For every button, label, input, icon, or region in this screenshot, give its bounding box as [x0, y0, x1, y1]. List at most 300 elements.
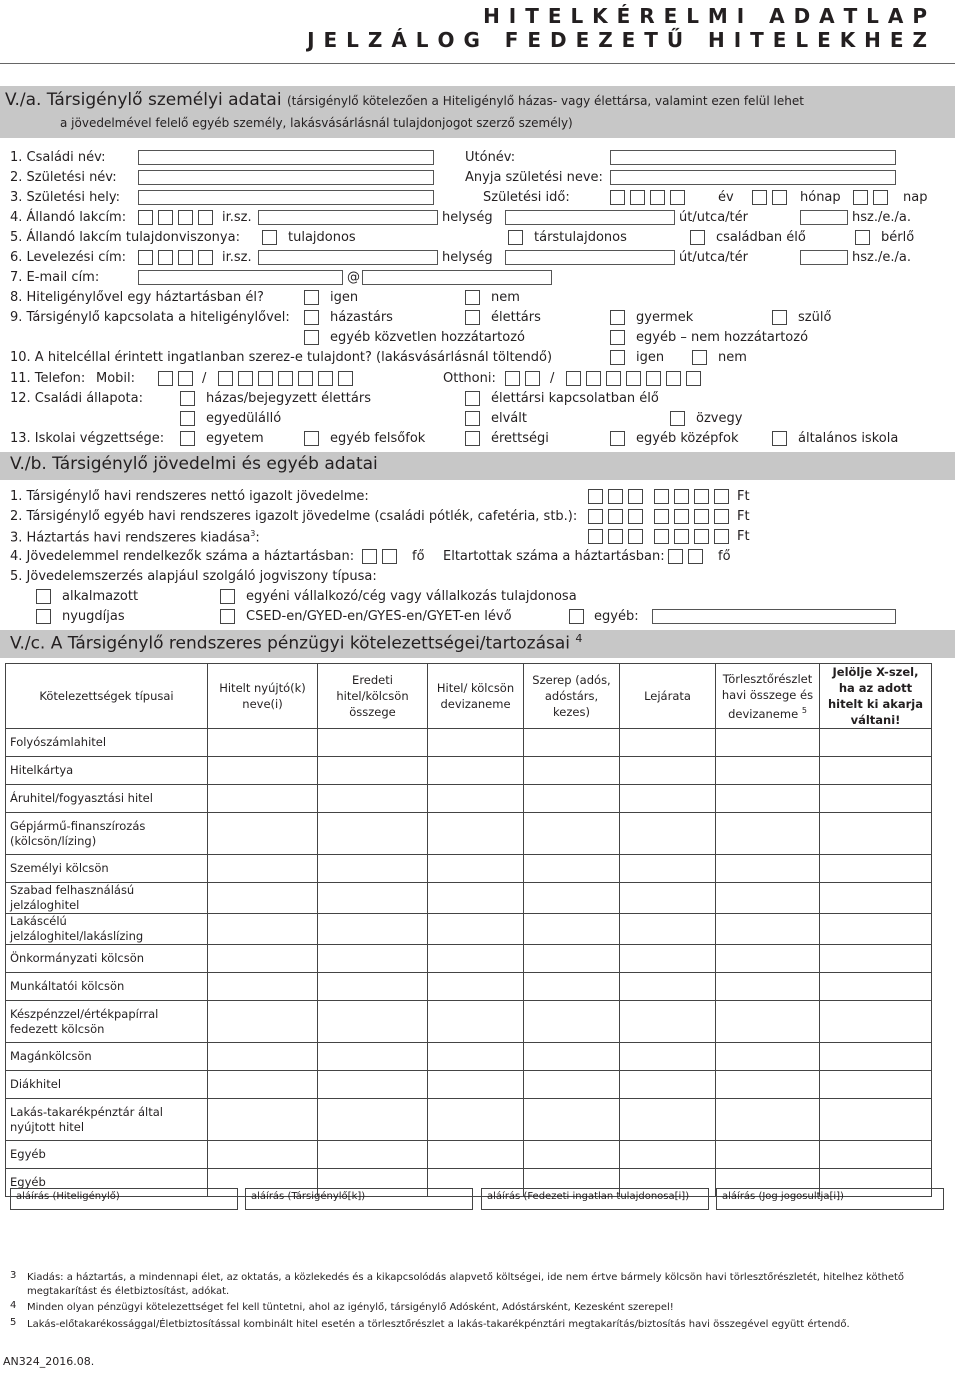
obligation-input-cell[interactable]	[620, 813, 716, 855]
home-prefix-digit[interactable]	[525, 371, 540, 386]
amount-digit[interactable]	[694, 489, 709, 504]
label-marital-status: 12. Családi állapota:	[10, 391, 144, 406]
zip-digit[interactable]	[198, 210, 213, 225]
label-household-expenses: 3. Háztartás havi rendszeres kiadása$^3$:	[10, 529, 260, 546]
mail-house-number-field[interactable]	[800, 250, 848, 265]
mobile-digit[interactable]	[218, 371, 233, 386]
obligation-input-cell[interactable]	[524, 883, 620, 914]
obligation-input-cell[interactable]	[208, 1099, 318, 1141]
form-code: AN324_2016.08.	[3, 1355, 95, 1368]
signature-coapplicant[interactable]: aláírás (Társigénylő[k])	[245, 1188, 473, 1210]
obligation-input-cell[interactable]	[620, 1043, 716, 1071]
obligation-input-cell[interactable]	[716, 1071, 820, 1099]
home-prefix-digit[interactable]	[505, 371, 520, 386]
email-at-sign: @	[347, 270, 360, 285]
obligation-input-cell[interactable]	[208, 1001, 318, 1043]
obligation-input-cell[interactable]	[524, 855, 620, 883]
table-row	[6, 1071, 932, 1099]
home-digit[interactable]	[626, 371, 641, 386]
ownership-coowner-checkbox[interactable]	[508, 230, 523, 245]
signature-right-holder[interactable]: aláírás (Jog jogosultja[i])	[716, 1188, 944, 1210]
obligation-input-cell[interactable]	[716, 813, 820, 855]
home-digit[interactable]	[606, 371, 621, 386]
obligation-type-cell: Hitelkártya	[6, 757, 208, 785]
employment-other-checkbox[interactable]	[569, 609, 584, 624]
label-mail-street: út/utca/tér	[679, 250, 748, 265]
home-digit[interactable]	[666, 371, 681, 386]
obligation-input-cell[interactable]	[318, 785, 428, 813]
amount-digit[interactable]	[714, 529, 729, 544]
birth-place-field[interactable]	[138, 190, 434, 205]
obligation-input-cell[interactable]	[208, 785, 318, 813]
earners-digit[interactable]	[382, 549, 397, 564]
table-header-row	[6, 664, 932, 729]
obligation-input-cell[interactable]	[524, 914, 620, 945]
obligation-input-cell[interactable]	[716, 914, 820, 945]
marital-partnership-checkbox[interactable]	[465, 391, 480, 406]
email-domain-field[interactable]	[362, 270, 552, 285]
col-refinance: Jelölje X-szel, ha az adott hitelt ki akarja váltani!	[820, 664, 932, 729]
mobile-prefix-digit[interactable]	[178, 371, 193, 386]
form-subtitle: J E L Z Á L O G F E D E Z E T Ű H I T E L E K H E Z	[307, 28, 928, 52]
acquires-ownership-yes-checkbox[interactable]	[610, 350, 625, 365]
label-birth-place: 3. Születési hely:	[10, 190, 121, 205]
obligation-input-cell[interactable]	[716, 973, 820, 1001]
home-digit[interactable]	[686, 371, 701, 386]
education-primary-checkbox[interactable]	[772, 431, 787, 446]
birth-day-digit[interactable]	[853, 190, 868, 205]
signature-property-owner[interactable]: aláírás (Fedezeti ingatlan tulajdonosa[i])	[481, 1188, 709, 1210]
obligation-input-cell[interactable]	[524, 945, 620, 973]
label-mail-city: helység	[442, 250, 493, 265]
obligation-input-cell[interactable]	[318, 813, 428, 855]
label-same-household: 8. Hiteligénylővel egy háztartásban él?	[10, 290, 264, 305]
obligation-input-cell[interactable]	[820, 945, 932, 973]
label-zip: ir.sz.	[222, 210, 252, 225]
same-household-yes-checkbox[interactable]	[304, 290, 319, 305]
birth-name-field[interactable]	[138, 170, 434, 185]
obligation-input-cell[interactable]	[208, 729, 318, 757]
obligation-input-cell[interactable]	[318, 1141, 428, 1169]
relationship-spouse-checkbox[interactable]	[304, 310, 319, 325]
label-house-number: hsz./e./a.	[852, 210, 911, 225]
amount-digit[interactable]	[714, 509, 729, 524]
obligation-input-cell[interactable]	[428, 914, 524, 945]
mobile-digit[interactable]	[258, 371, 273, 386]
education-secondary-checkbox[interactable]	[465, 431, 480, 446]
label-ownership: 5. Állandó lakcím tulajdonviszonya:	[10, 230, 240, 245]
label-persons: fő	[412, 549, 425, 564]
employment-entrepreneur-label: egyéni vállalkozó/cég vagy vállalkozás tulajdonosa	[246, 589, 577, 604]
obligation-input-cell[interactable]	[820, 1001, 932, 1043]
obligation-input-cell[interactable]	[524, 757, 620, 785]
zip-digit[interactable]	[158, 210, 173, 225]
amount-digit[interactable]	[608, 529, 623, 544]
obligation-input-cell[interactable]	[716, 855, 820, 883]
marital-widowed-checkbox[interactable]	[670, 411, 685, 426]
amount-digit[interactable]	[588, 529, 603, 544]
obligation-input-cell[interactable]	[820, 1043, 932, 1071]
label-street: út/utca/tér	[679, 210, 748, 225]
obligation-input-cell[interactable]	[820, 1099, 932, 1141]
obligation-input-cell[interactable]	[208, 855, 318, 883]
obligation-input-cell[interactable]	[524, 813, 620, 855]
obligation-input-cell[interactable]	[820, 1071, 932, 1099]
obligation-type-cell: Egyéb	[6, 1141, 208, 1169]
education-university-label: egyetem	[206, 431, 264, 446]
obligation-type-cell: Egyéb	[6, 1169, 208, 1197]
ownership-family-label: családban élő	[716, 230, 806, 245]
table-row	[6, 945, 932, 973]
relationship-other-relative-label: egyéb közvetlen hozzátartozó	[330, 330, 525, 345]
obligation-input-cell[interactable]	[318, 855, 428, 883]
form-title: H I T E L K É R E L M I A D A T L A P	[483, 4, 928, 28]
obligation-input-cell[interactable]	[524, 729, 620, 757]
obligation-input-cell[interactable]	[208, 1043, 318, 1071]
amount-digit[interactable]	[608, 489, 623, 504]
obligation-input-cell[interactable]	[820, 729, 932, 757]
obligation-input-cell[interactable]	[318, 1043, 428, 1071]
email-user-field[interactable]	[138, 270, 343, 285]
table-row	[6, 914, 932, 945]
education-other-secondary-checkbox[interactable]	[610, 431, 625, 446]
obligation-input-cell[interactable]	[208, 1071, 318, 1099]
marital-single-checkbox[interactable]	[180, 411, 195, 426]
family-name-field[interactable]	[138, 150, 434, 165]
obligation-input-cell[interactable]	[208, 883, 318, 914]
obligation-input-cell[interactable]	[620, 945, 716, 973]
amount-digit[interactable]	[714, 489, 729, 504]
label-relationship: 9. Társigénylő kapcsolata a hiteligénylővel:	[10, 310, 290, 325]
table-row	[6, 757, 932, 785]
obligation-input-cell[interactable]	[428, 973, 524, 1001]
footnote-5-number: 5	[10, 1317, 17, 1328]
obligation-input-cell[interactable]	[716, 945, 820, 973]
currency-ft: Ft	[737, 509, 750, 524]
obligation-input-cell[interactable]	[716, 1043, 820, 1071]
obligation-input-cell[interactable]	[716, 757, 820, 785]
amount-digit[interactable]	[694, 509, 709, 524]
col-original-amount: Eredeti hitel/kölcsön összege	[318, 664, 428, 729]
amount-digit[interactable]	[674, 529, 689, 544]
obligation-input-cell[interactable]	[428, 1071, 524, 1099]
obligation-input-cell[interactable]	[318, 945, 428, 973]
obligation-input-cell[interactable]	[620, 785, 716, 813]
obligation-input-cell[interactable]	[428, 729, 524, 757]
section-a-title: V./a. Társigénylő személyi adatai (társigénylő kötelezően a Hiteligénylő házas- vagy élettársa, valamint ezen felül lehet	[5, 90, 804, 110]
footnote-3-number: 3	[10, 1270, 17, 1281]
education-secondary-label: érettségi	[491, 431, 549, 446]
dependents-digit[interactable]	[688, 549, 703, 564]
obligation-input-cell[interactable]	[428, 813, 524, 855]
birth-year-digit[interactable]	[670, 190, 685, 205]
obligation-input-cell[interactable]	[318, 729, 428, 757]
table-row	[6, 973, 932, 1001]
obligation-input-cell[interactable]	[820, 914, 932, 945]
table-row	[6, 729, 932, 757]
marital-married-checkbox[interactable]	[180, 391, 195, 406]
signature-applicant[interactable]: aláírás (Hiteligénylő)	[10, 1188, 238, 1210]
col-lender: Hitelt nyújtó(k) neve(i)	[208, 664, 318, 729]
mobile-digit[interactable]	[278, 371, 293, 386]
obligation-input-cell[interactable]	[820, 973, 932, 1001]
earners-digit[interactable]	[362, 549, 377, 564]
obligation-input-cell[interactable]	[620, 855, 716, 883]
obligation-input-cell[interactable]	[524, 785, 620, 813]
employment-employee-label: alkalmazott	[62, 589, 139, 604]
mail-street-field[interactable]	[505, 250, 675, 265]
mail-zip-digit[interactable]	[198, 250, 213, 265]
obligation-input-cell[interactable]	[716, 1099, 820, 1141]
ownership-family-checkbox[interactable]	[690, 230, 705, 245]
obligation-input-cell[interactable]	[208, 757, 318, 785]
obligation-type-cell: Személyi kölcsön	[6, 855, 208, 883]
obligation-input-cell[interactable]	[620, 973, 716, 1001]
mobile-separator: /	[202, 371, 207, 386]
obligation-type-cell: Magánkölcsön	[6, 1043, 208, 1071]
obligation-input-cell[interactable]	[716, 785, 820, 813]
label-day: nap	[903, 190, 928, 205]
zip-digit[interactable]	[138, 210, 153, 225]
obligation-input-cell[interactable]	[716, 729, 820, 757]
house-number-field[interactable]	[800, 210, 848, 225]
amount-digit[interactable]	[694, 529, 709, 544]
label-city: helység	[442, 210, 493, 225]
mail-zip-digit[interactable]	[138, 250, 153, 265]
obligation-input-cell[interactable]	[428, 1043, 524, 1071]
col-installment: Törlesztőrészlet havi összege és devizaneme $^5$	[716, 664, 820, 729]
mother-name-field[interactable]	[610, 170, 896, 185]
footnote-5: Lakás-előtakarékossággal/Életbiztosítással kombinált hitel esetén a törlesztőrészlet a lakás-takarékpénztári megtakarítás/biztosítás havi összegével együtt értendő.	[27, 1319, 850, 1330]
obligation-type-cell: Szabad felhasználású jelzáloghitel	[6, 883, 208, 914]
education-other-higher-label: egyéb felsőfok	[330, 431, 426, 446]
label-dependents-count: Eltartottak száma a háztartásban:	[443, 549, 665, 564]
mobile-digit[interactable]	[318, 371, 333, 386]
obligation-input-cell[interactable]	[620, 729, 716, 757]
relationship-child-checkbox[interactable]	[610, 310, 625, 325]
obligation-input-cell[interactable]	[524, 1141, 620, 1169]
ownership-owner-checkbox[interactable]	[262, 230, 277, 245]
employment-retired-checkbox[interactable]	[36, 609, 51, 624]
employment-employee-checkbox[interactable]	[36, 589, 51, 604]
marital-partnership-label: élettársi kapcsolatban élő	[491, 391, 659, 406]
label-phone: 11. Telefon:	[10, 371, 86, 386]
obligation-input-cell[interactable]	[820, 813, 932, 855]
employment-entrepreneur-checkbox[interactable]	[220, 589, 235, 604]
obligation-input-cell[interactable]	[716, 883, 820, 914]
obligation-input-cell[interactable]	[620, 1099, 716, 1141]
birth-year-digit[interactable]	[610, 190, 625, 205]
footnote-3-cont: megtakarítást és életbiztosítást, adókat.	[27, 1286, 230, 1297]
mail-zip-digit[interactable]	[178, 250, 193, 265]
obligation-input-cell[interactable]	[208, 945, 318, 973]
employment-other-field[interactable]	[652, 609, 896, 624]
marital-widowed-label: özvegy	[696, 411, 743, 426]
obligation-input-cell[interactable]	[620, 1071, 716, 1099]
obligation-input-cell[interactable]	[428, 883, 524, 914]
obligation-type-cell: Folyószámlahitel	[6, 729, 208, 757]
marital-divorced-checkbox[interactable]	[465, 411, 480, 426]
ownership-tenant-label: bérlő	[881, 230, 915, 245]
obligation-input-cell[interactable]	[208, 973, 318, 1001]
city-field[interactable]	[258, 210, 438, 225]
birth-year-digit[interactable]	[650, 190, 665, 205]
marital-single-label: egyedülálló	[206, 411, 282, 426]
employment-childcare-checkbox[interactable]	[220, 609, 235, 624]
education-university-checkbox[interactable]	[180, 431, 195, 446]
obligation-input-cell[interactable]	[620, 914, 716, 945]
obligation-input-cell[interactable]	[620, 1001, 716, 1043]
obligation-input-cell[interactable]	[208, 1141, 318, 1169]
table-row	[6, 1141, 932, 1169]
relationship-non-relative-label: egyéb – nem hozzátartozó	[636, 330, 809, 345]
obligation-input-cell[interactable]	[716, 1141, 820, 1169]
label-mother-name: Anyja születési neve:	[465, 170, 603, 185]
obligation-input-cell[interactable]	[208, 914, 318, 945]
obligation-input-cell[interactable]	[318, 914, 428, 945]
amount-digit[interactable]	[628, 509, 643, 524]
obligation-input-cell[interactable]	[428, 785, 524, 813]
amount-digit[interactable]	[674, 489, 689, 504]
birth-month-digit[interactable]	[772, 190, 787, 205]
obligation-input-cell[interactable]	[820, 785, 932, 813]
obligation-input-cell[interactable]	[524, 1071, 620, 1099]
acquires-ownership-no-checkbox[interactable]	[692, 350, 707, 365]
label-first-name: Utónév:	[465, 150, 516, 165]
home-digit[interactable]	[586, 371, 601, 386]
footnote-4: Minden olyan pénzügyi kötelezettséget fel kell tüntetni, ahol az igénylő, társigénylő Adósként, Adóstársként, Kezesként szerepel!	[27, 1302, 674, 1313]
label-family-name: 1. Családi név:	[10, 150, 106, 165]
mobile-prefix-digit[interactable]	[158, 371, 173, 386]
mobile-digit[interactable]	[298, 371, 313, 386]
label-earners-count: 4. Jövedelemmel rendelkezők száma a háztartásban:	[10, 549, 355, 564]
mail-city-field[interactable]	[258, 250, 438, 265]
amount-digit[interactable]	[608, 509, 623, 524]
col-role: Szerep (adós, adóstárs, kezes)	[524, 664, 620, 729]
relationship-parent-checkbox[interactable]	[772, 310, 787, 325]
label-month: hónap	[800, 190, 841, 205]
same-household-no-checkbox[interactable]	[465, 290, 480, 305]
employment-childcare-label: CSED-en/GYED-en/GYES-en/GYET-en lévő	[246, 609, 512, 624]
amount-digit[interactable]	[588, 509, 603, 524]
obligation-input-cell[interactable]	[524, 1043, 620, 1071]
obligation-input-cell[interactable]	[524, 973, 620, 1001]
label-email: 7. E-mail cím:	[10, 270, 100, 285]
zip-digit[interactable]	[178, 210, 193, 225]
obligation-input-cell[interactable]	[318, 973, 428, 1001]
label-birth-date: Születési idő:	[483, 190, 570, 205]
section-a-note: a jövedelmével felelő egyéb személy, lakásvásárlásnál tulajdonjogot szerző személy)	[60, 116, 573, 130]
label-mailing-address: 6. Levelezési cím:	[10, 250, 126, 265]
amount-digit[interactable]	[588, 489, 603, 504]
label-net-income: 1. Társigénylő havi rendszeres nettó igazolt jövedelme:	[10, 489, 369, 504]
relationship-parent-label: szülő	[798, 310, 832, 325]
birth-month-digit[interactable]	[752, 190, 767, 205]
obligation-input-cell[interactable]	[428, 1099, 524, 1141]
obligation-type-cell: Lakáscélú jelzáloghitel/lakáslízing	[6, 914, 208, 945]
ownership-tenant-checkbox[interactable]	[855, 230, 870, 245]
first-name-field[interactable]	[610, 150, 896, 165]
relationship-spouse-label: házastárs	[330, 310, 393, 325]
currency-ft: Ft	[737, 529, 750, 544]
section-c-title: V./c. A Társigénylő rendszeres pénzügyi kötelezettségei/tartozásai $^4$	[10, 632, 583, 654]
employment-other-label: egyéb:	[594, 609, 639, 624]
obligation-input-cell[interactable]	[428, 1141, 524, 1169]
ownership-owner-label: tulajdonos	[288, 230, 356, 245]
obligation-input-cell[interactable]	[428, 855, 524, 883]
relationship-other-relative-checkbox[interactable]	[304, 330, 319, 345]
footnote-4-number: 4	[10, 1300, 17, 1311]
label-mail-zip: ir.sz.	[222, 250, 252, 265]
relationship-non-relative-checkbox[interactable]	[610, 330, 625, 345]
amount-digit[interactable]	[654, 529, 669, 544]
footnote-3: Kiadás: a háztartás, a mindennapi élet, az oktatás, a közlekedés és a kikapcsolódás alapvető költségei, ide nem értve bármely kölcsön havi törlesztőrészletét, hitelhez köthető	[27, 1272, 905, 1283]
obligation-input-cell[interactable]	[620, 757, 716, 785]
birth-day-digit[interactable]	[873, 190, 888, 205]
mobile-digit[interactable]	[338, 371, 353, 386]
mobile-digit[interactable]	[238, 371, 253, 386]
relationship-child-label: gyermek	[636, 310, 694, 325]
home-digit[interactable]	[566, 371, 581, 386]
col-maturity: Lejárata	[620, 664, 716, 729]
amount-digit[interactable]	[628, 529, 643, 544]
obligation-input-cell[interactable]	[716, 1001, 820, 1043]
label-other-income: 2. Társigénylő egyéb havi rendszeres igazolt jövedelme (családi pótlék, cafetéria, stb.):	[10, 509, 578, 524]
amount-digit[interactable]	[654, 509, 669, 524]
obligation-input-cell[interactable]	[428, 945, 524, 973]
obligation-input-cell[interactable]	[820, 855, 932, 883]
obligation-input-cell[interactable]	[820, 883, 932, 914]
obligation-type-cell: Munkáltatói kölcsön	[6, 973, 208, 1001]
label-education: 13. Iskolai végzettsége:	[10, 431, 165, 446]
obligation-input-cell[interactable]	[318, 1099, 428, 1141]
dependents-digit[interactable]	[668, 549, 683, 564]
obligation-input-cell[interactable]	[318, 1071, 428, 1099]
obligation-input-cell[interactable]	[620, 1141, 716, 1169]
obligation-input-cell[interactable]	[524, 1099, 620, 1141]
amount-digit[interactable]	[628, 489, 643, 504]
education-other-higher-checkbox[interactable]	[304, 431, 319, 446]
obligation-input-cell[interactable]	[428, 1001, 524, 1043]
amount-digit[interactable]	[654, 489, 669, 504]
obligation-input-cell[interactable]	[318, 883, 428, 914]
relationship-partner-checkbox[interactable]	[465, 310, 480, 325]
relationship-partner-label: élettárs	[491, 310, 541, 325]
home-digit[interactable]	[646, 371, 661, 386]
obligation-input-cell[interactable]	[428, 757, 524, 785]
obligation-input-cell[interactable]	[620, 883, 716, 914]
obligation-type-cell: Lakás-takarékpénztár által nyújtott hitel	[6, 1099, 208, 1141]
obligation-input-cell[interactable]	[318, 757, 428, 785]
same-household-no-label: nem	[491, 290, 520, 305]
employment-retired-label: nyugdíjas	[62, 609, 125, 624]
obligation-input-cell[interactable]	[208, 813, 318, 855]
marital-divorced-label: elvált	[491, 411, 527, 426]
obligation-input-cell[interactable]	[318, 1001, 428, 1043]
mail-zip-digit[interactable]	[158, 250, 173, 265]
acquires-ownership-no-label: nem	[718, 350, 747, 365]
same-household-yes-label: igen	[330, 290, 359, 305]
label-mobile: Mobil:	[96, 371, 136, 386]
birth-year-digit[interactable]	[630, 190, 645, 205]
amount-digit[interactable]	[674, 509, 689, 524]
obligation-input-cell[interactable]	[820, 757, 932, 785]
obligation-input-cell[interactable]	[820, 1141, 932, 1169]
street-field[interactable]	[505, 210, 675, 225]
table-row	[6, 1043, 932, 1071]
obligation-input-cell[interactable]	[524, 1001, 620, 1043]
education-primary-label: általános iskola	[798, 431, 899, 446]
